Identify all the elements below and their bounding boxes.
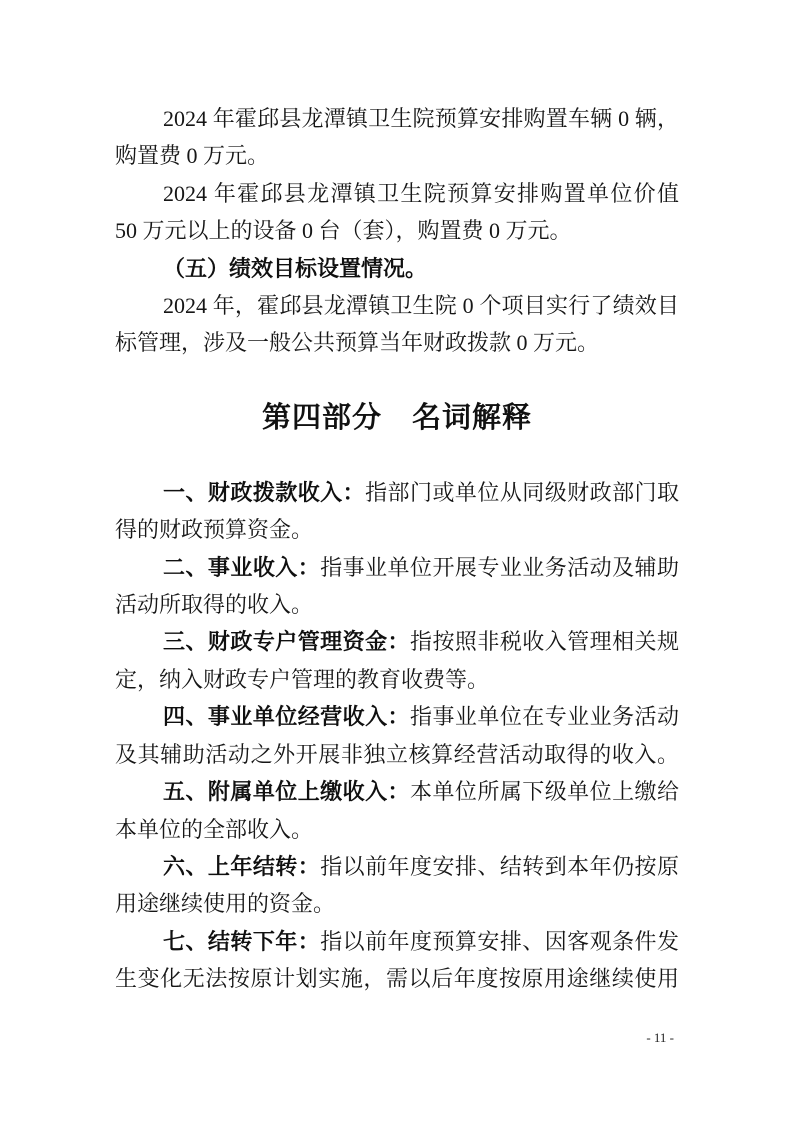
definition-line [115,811,679,848]
body-text: 得的财政预算资金。 [115,517,314,543]
body-text: 活动所取得的收入。 [115,592,314,618]
definition-line [115,549,679,586]
paragraph-line [115,100,679,137]
subsection-title: （五）绩效目标设置情况。 [163,255,428,281]
term-label: 四、事业单位经营收入： [163,704,410,730]
definition-line [115,773,679,810]
body-text: 及其辅助活动之外开展非独立核算经营活动取得的收入。 [115,741,679,767]
term-label: 七、结转下年： [163,928,321,954]
body-text: 指事业单位在专业业务活动 [410,704,679,730]
definition-line [115,698,679,735]
body-text: 购置费 0 万元。 [115,143,270,169]
definition-line [115,586,679,623]
definition-line [115,511,679,548]
body-text: 定，纳入财政专户管理的教育收费等。 [115,666,490,692]
body-text: 指以前年度安排、结转到本年仍按原 [320,853,679,879]
body-text: 生变化无法按原计划实施，需以后年度按原用途继续使用 [115,966,679,992]
section-heading: 第四部分 名词解释 [261,401,532,434]
body-text: 指事业单位开展专业业务活动及辅助 [320,554,679,580]
definition-line [115,960,679,997]
page-body [115,100,679,998]
definition-line [115,623,679,660]
paragraph-line [115,175,679,212]
definition-line [115,661,679,698]
page-number: - 11 - [646,1030,674,1045]
term-label: 一、财政拨款收入： [163,479,366,505]
paragraph-line [115,212,679,249]
paragraph-line [115,287,679,324]
term-label: 五、附属单位上缴收入： [163,779,410,805]
body-text: 用途继续使用的资金。 [115,891,336,917]
body-text: 50 万元以上的设备 0 台（套），购置费 0 万元。 [115,218,572,244]
term-label: 六、上年结转： [163,853,321,879]
body-text: 本单位的全部收入。 [115,816,314,842]
subsection-title-line [115,250,679,287]
definition-line [115,736,679,773]
body-text: 指按照非税收入管理相关规 [410,629,679,655]
term-label: 三、财政专户管理资金： [163,629,410,655]
body-text: 标管理，涉及一般公共预算当年财政拨款 0 万元。 [115,330,600,356]
definition-line [115,885,679,922]
body-text: 指以前年度预算安排、因客观条件发 [320,928,679,954]
definition-line [115,474,679,511]
paragraph-line [115,324,679,361]
definition-line [115,923,679,960]
body-text: 2024 年，霍邱县龙潭镇卫生院 0 个项目实行了绩效目 [163,293,679,319]
paragraph-line [115,137,679,174]
body-text: 2024 年霍邱县龙潭镇卫生院预算安排购置车辆 0 辆， [163,106,679,131]
body-text: 指部门或单位从同级财政部门取 [365,479,679,505]
definition-line [115,848,679,885]
term-label: 二、事业收入： [163,554,321,580]
body-text: 本单位所属下级单位上缴给 [410,779,679,805]
body-text: 2024 年霍邱县龙潭镇卫生院预算安排购置单位价值 [163,180,679,206]
